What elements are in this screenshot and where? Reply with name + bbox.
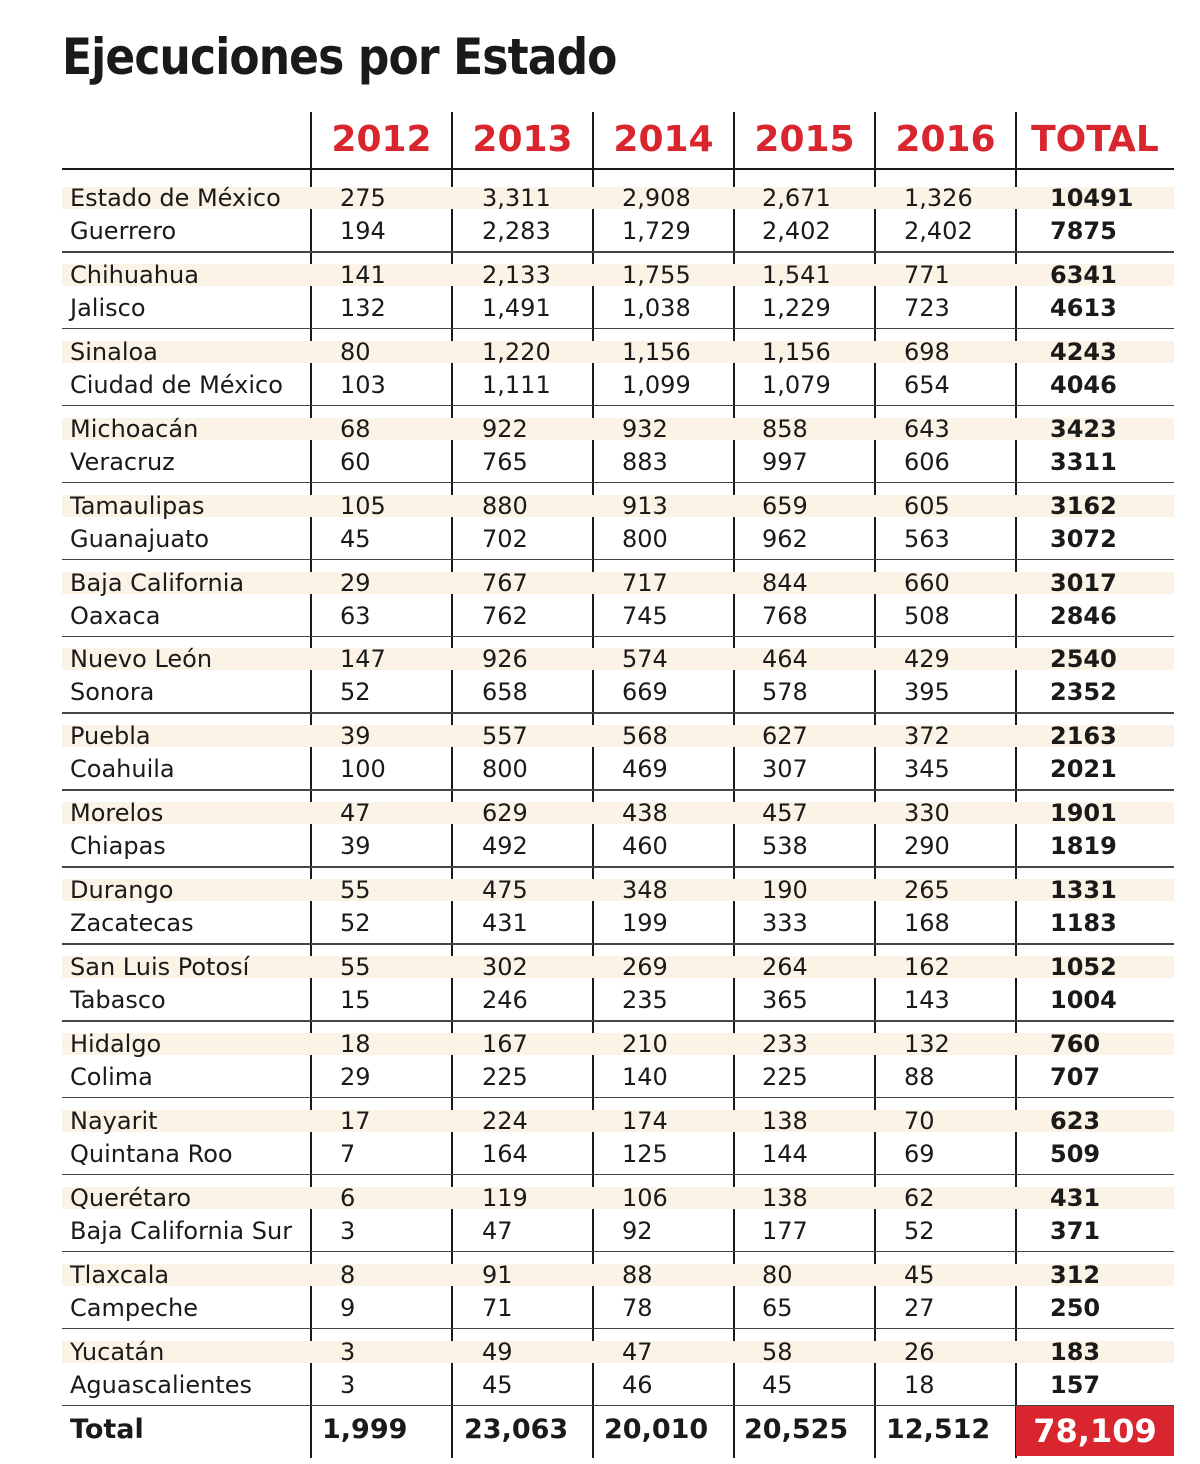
value-cell-2016: 563 [904,524,950,553]
value-cell-2014: 2,908 [622,184,691,212]
value-cell-2013: 702 [482,524,528,553]
value-cell-2016: 18 [904,1370,935,1399]
state-name: Durango [70,876,174,905]
table-row [62,984,1174,1017]
state-name: Baja California Sur [70,1216,293,1245]
value-cell-2016: 69 [904,1139,935,1168]
value-cell-2013: 767 [482,568,528,597]
state-name: Jalisco [70,293,146,322]
value-cell-2012: 141 [340,260,386,289]
value-cell-2013: 71 [482,1293,513,1322]
value-cell-2012: 3 [340,1337,356,1366]
total-value-2014: 20,010 [604,1414,709,1445]
value-cell-2015: 45 [762,1370,793,1399]
value-cell-2016: 26 [904,1337,935,1366]
value-cell-2012: 132 [340,293,386,322]
value-cell-2016: 2,402 [904,217,973,245]
value-cell-2016: 606 [904,447,950,476]
value-cell-2012: 105 [340,491,386,520]
table-row [62,797,1174,830]
table-row [62,523,1174,556]
group-rule [62,866,1174,868]
group-rule [62,636,1174,638]
value-cell-2013: 2,283 [482,217,551,245]
value-cell-2013: 1,491 [482,293,551,322]
value-cell-2014: 717 [622,568,668,597]
value-cell-2013: 1,111 [482,370,551,399]
value-cell-2013: 557 [482,722,528,751]
state-name: Tlaxcala [70,1260,170,1289]
row-total: 431 [1050,1183,1101,1212]
value-cell-2014: 913 [622,491,668,520]
value-cell-2014: 269 [622,953,668,981]
group-rule [62,251,1174,253]
row-total: 760 [1050,1029,1101,1058]
table-row [62,951,1174,984]
row-total: 1004 [1050,986,1117,1014]
table-row [62,182,1174,215]
table-row [62,753,1174,786]
value-cell-2015: 1,541 [762,260,831,289]
value-cell-2015: 2,671 [762,184,831,212]
table-row [62,1138,1174,1171]
row-total: 1819 [1050,832,1117,861]
state-name: Ciudad de México [70,370,283,399]
value-cell-2015: 58 [762,1337,793,1366]
value-cell-2016: 1,326 [904,184,973,212]
value-cell-2016: 290 [904,832,950,861]
value-cell-2012: 80 [340,337,371,366]
value-cell-2012: 29 [340,568,371,597]
row-total: 3017 [1050,568,1117,597]
value-cell-2013: 45 [482,1370,513,1399]
value-cell-2014: 78 [622,1293,653,1322]
value-cell-2014: 1,729 [622,217,691,245]
table-row [62,446,1174,479]
row-total: 3311 [1050,447,1117,476]
value-cell-2013: 3,311 [482,184,551,212]
column-header-2012: 2012 [331,119,432,160]
value-cell-2016: 395 [904,678,950,707]
value-cell-2015: 962 [762,524,808,553]
state-name: Zacatecas [70,909,194,938]
state-name: Yucatán [70,1337,165,1366]
row-total: 10491 [1050,184,1134,212]
value-cell-2016: 45 [904,1260,935,1289]
table-row [62,1259,1174,1292]
value-cell-2014: 745 [622,601,668,630]
value-cell-2016: 660 [904,568,950,597]
table-row [62,874,1174,907]
value-cell-2014: 460 [622,832,668,861]
state-name: Tabasco [70,986,166,1014]
state-name: Guanajuato [70,524,210,553]
value-cell-2015: 844 [762,568,808,597]
group-rule [62,712,1174,714]
row-total: 3162 [1050,491,1117,520]
total-value-2015: 20,525 [744,1414,849,1445]
value-cell-2013: 629 [482,799,528,828]
table-row [62,830,1174,863]
value-cell-2015: 307 [762,755,808,784]
value-cell-2015: 233 [762,1029,808,1058]
value-cell-2013: 246 [482,986,528,1014]
value-cell-2015: 144 [762,1139,808,1168]
total-value-2016: 12,512 [886,1414,991,1445]
row-total: 1901 [1050,799,1117,828]
value-cell-2012: 55 [340,876,371,905]
row-total: 2163 [1050,722,1117,751]
value-cell-2012: 9 [340,1293,356,1322]
value-cell-2013: 164 [482,1139,528,1168]
value-cell-2015: 627 [762,722,808,751]
value-cell-2014: 1,038 [622,293,691,322]
value-cell-2014: 174 [622,1106,668,1135]
row-total: 623 [1050,1106,1101,1135]
value-cell-2015: 264 [762,953,808,981]
table-row [62,1182,1174,1215]
value-cell-2015: 177 [762,1216,808,1245]
value-cell-2012: 52 [340,909,371,938]
table-row [62,643,1174,676]
row-total: 3072 [1050,524,1117,553]
value-cell-2012: 17 [340,1106,371,1135]
value-cell-2013: 224 [482,1106,528,1135]
value-cell-2016: 52 [904,1216,935,1245]
table-row [62,567,1174,600]
row-total: 1331 [1050,876,1117,905]
group-rule [62,559,1174,561]
value-cell-2013: 119 [482,1183,528,1212]
row-total: 1052 [1050,953,1117,981]
value-cell-2016: 345 [904,755,950,784]
table-row [62,1105,1174,1138]
value-cell-2014: 235 [622,986,668,1014]
value-cell-2015: 1,156 [762,337,831,366]
state-name: Sinaloa [70,337,158,366]
value-cell-2016: 62 [904,1183,935,1212]
table-row [62,413,1174,446]
value-cell-2012: 68 [340,414,371,443]
state-name: Estado de México [70,184,281,212]
value-cell-2012: 47 [340,799,371,828]
column-header-total: TOTAL [1031,119,1159,160]
state-name: Morelos [70,799,164,828]
table-row [62,1028,1174,1061]
executions-table [62,112,1174,1458]
state-name: Querétaro [70,1183,192,1212]
value-cell-2014: 574 [622,645,668,674]
table-row [62,1061,1174,1094]
value-cell-2012: 7 [340,1139,356,1168]
value-cell-2016: 27 [904,1293,935,1322]
row-total: 157 [1050,1370,1101,1399]
value-cell-2016: 70 [904,1106,935,1135]
value-cell-2012: 3 [340,1370,356,1399]
value-cell-2016: 168 [904,909,950,938]
table-row [62,1292,1174,1325]
value-cell-2016: 429 [904,645,950,674]
value-cell-2015: 138 [762,1106,808,1135]
value-cell-2016: 132 [904,1029,950,1058]
value-cell-2013: 2,133 [482,260,551,289]
value-cell-2012: 15 [340,986,371,1014]
row-total: 3423 [1050,414,1117,443]
table-row [62,215,1174,248]
value-cell-2013: 47 [482,1216,513,1245]
value-cell-2014: 125 [622,1139,668,1168]
state-name: Nayarit [70,1106,158,1135]
state-name: Tamaulipas [70,491,205,520]
state-name: Hidalgo [70,1029,162,1058]
state-name: Sonora [70,678,155,707]
value-cell-2013: 91 [482,1260,513,1289]
value-cell-2016: 88 [904,1062,935,1091]
row-total: 250 [1050,1293,1101,1322]
value-cell-2012: 147 [340,645,386,674]
value-cell-2016: 265 [904,876,950,905]
value-cell-2014: 92 [622,1216,653,1245]
state-name: Veracruz [70,447,175,476]
value-cell-2013: 431 [482,909,528,938]
value-cell-2014: 568 [622,722,668,751]
value-cell-2016: 372 [904,722,950,751]
table-row [62,1369,1174,1402]
value-cell-2015: 578 [762,678,808,707]
row-total: 4613 [1050,293,1117,322]
group-rule [62,789,1174,791]
row-total: 2352 [1050,678,1117,707]
total-value-2013: 23,063 [464,1414,569,1445]
value-cell-2012: 275 [340,184,386,212]
row-total: 509 [1050,1139,1101,1168]
value-cell-2013: 880 [482,491,528,520]
value-cell-2013: 302 [482,953,528,981]
value-cell-2014: 1,755 [622,260,691,289]
header-rule [62,168,1174,170]
value-cell-2013: 762 [482,601,528,630]
value-cell-2015: 858 [762,414,808,443]
state-name: Coahuila [70,755,175,784]
value-cell-2012: 39 [340,722,371,751]
value-cell-2016: 723 [904,293,950,322]
value-cell-2013: 49 [482,1337,513,1366]
state-name: Quintana Roo [70,1139,233,1168]
total-value-2012: 1,999 [322,1414,408,1445]
value-cell-2014: 669 [622,678,668,707]
value-cell-2012: 55 [340,953,371,981]
row-total: 4243 [1050,337,1117,366]
row-total: 371 [1050,1216,1101,1245]
row-total: 707 [1050,1062,1101,1091]
value-cell-2014: 348 [622,876,668,905]
value-cell-2015: 225 [762,1062,808,1091]
value-cell-2014: 210 [622,1029,668,1058]
value-cell-2016: 143 [904,986,950,1014]
value-cell-2014: 932 [622,414,668,443]
state-name: Aguascalientes [70,1370,252,1399]
value-cell-2012: 6 [340,1183,356,1212]
state-name: Baja California [70,568,245,597]
value-cell-2013: 1,220 [482,337,551,366]
state-name: Guerrero [70,217,177,245]
value-cell-2015: 190 [762,876,808,905]
row-total: 7875 [1050,217,1117,245]
table-row [62,490,1174,523]
row-total: 2540 [1050,645,1117,674]
value-cell-2016: 643 [904,414,950,443]
value-cell-2016: 330 [904,799,950,828]
value-cell-2014: 1,156 [622,337,691,366]
value-cell-2013: 475 [482,876,528,905]
group-rule [62,482,1174,484]
table-row [62,907,1174,940]
total-label: Total [70,1414,144,1445]
value-cell-2012: 194 [340,217,386,245]
state-name: Puebla [70,722,151,751]
value-cell-2013: 922 [482,414,528,443]
value-cell-2012: 45 [340,524,371,553]
value-cell-2014: 1,099 [622,370,691,399]
value-cell-2014: 438 [622,799,668,828]
value-cell-2014: 199 [622,909,668,938]
value-cell-2015: 65 [762,1293,793,1322]
table-row [62,336,1174,369]
value-cell-2015: 464 [762,645,808,674]
table-row [62,259,1174,292]
value-cell-2012: 3 [340,1216,356,1245]
state-name: Chihuahua [70,260,199,289]
table-row [62,676,1174,709]
group-rule [62,1097,1174,1099]
value-cell-2014: 47 [622,1337,653,1366]
group-rule [62,1251,1174,1253]
value-cell-2016: 605 [904,491,950,520]
value-cell-2015: 80 [762,1260,793,1289]
value-cell-2016: 654 [904,370,950,399]
state-name: Michoacán [70,414,199,443]
value-cell-2014: 106 [622,1183,668,1212]
row-total: 2021 [1050,755,1117,784]
value-cell-2015: 138 [762,1183,808,1212]
value-cell-2012: 52 [340,678,371,707]
row-total: 312 [1050,1260,1101,1289]
value-cell-2014: 46 [622,1370,653,1399]
value-cell-2015: 333 [762,909,808,938]
value-cell-2015: 1,079 [762,370,831,399]
value-cell-2015: 659 [762,491,808,520]
value-cell-2012: 39 [340,832,371,861]
value-cell-2013: 800 [482,755,528,784]
value-cell-2012: 100 [340,755,386,784]
value-cell-2015: 538 [762,832,808,861]
table-row [62,369,1174,402]
value-cell-2014: 883 [622,447,668,476]
value-cell-2016: 508 [904,601,950,630]
table-row [62,292,1174,325]
state-name: Nuevo León [70,645,213,674]
value-cell-2013: 492 [482,832,528,861]
value-cell-2015: 2,402 [762,217,831,245]
value-cell-2013: 225 [482,1062,528,1091]
total-row [62,1408,1174,1452]
value-cell-2015: 365 [762,986,808,1014]
value-cell-2015: 457 [762,799,808,828]
value-cell-2014: 800 [622,524,668,553]
value-cell-2012: 103 [340,370,386,399]
value-cell-2013: 765 [482,447,528,476]
table-row [62,1336,1174,1369]
value-cell-2013: 926 [482,645,528,674]
row-total: 1183 [1050,909,1117,938]
table-row [62,1215,1174,1248]
grand-total-badge: 78,109 [1016,1406,1174,1456]
value-cell-2015: 997 [762,447,808,476]
state-name: San Luis Potosí [70,953,250,981]
state-name: Oaxaca [70,601,161,630]
column-header-2015: 2015 [754,119,855,160]
value-cell-2015: 1,229 [762,293,831,322]
state-name: Chiapas [70,832,166,861]
page-title: Ejecuciones por Estado [62,28,617,86]
value-cell-2016: 162 [904,953,950,981]
group-rule [62,405,1174,407]
value-cell-2012: 63 [340,601,371,630]
group-rule [62,1174,1174,1176]
group-rule [62,1020,1174,1022]
column-header-2016: 2016 [895,119,996,160]
row-total: 2846 [1050,601,1117,630]
value-cell-2016: 698 [904,337,950,366]
group-rule [62,943,1174,945]
value-cell-2013: 658 [482,678,528,707]
column-header-2013: 2013 [472,119,573,160]
state-name: Campeche [70,1293,199,1322]
value-cell-2016: 771 [904,260,950,289]
value-cell-2012: 60 [340,447,371,476]
state-name: Colima [70,1062,153,1091]
group-rule [62,328,1174,330]
value-cell-2013: 167 [482,1029,528,1058]
group-rule [62,1328,1174,1330]
column-header-2014: 2014 [613,119,714,160]
value-cell-2014: 140 [622,1062,668,1091]
value-cell-2012: 8 [340,1260,356,1289]
table-row [62,720,1174,753]
value-cell-2015: 768 [762,601,808,630]
value-cell-2014: 469 [622,755,668,784]
row-total: 6341 [1050,260,1117,289]
row-total: 4046 [1050,370,1117,399]
value-cell-2014: 88 [622,1260,653,1289]
value-cell-2012: 29 [340,1062,371,1091]
table-row [62,600,1174,633]
group-rule [62,1405,1174,1407]
value-cell-2012: 18 [340,1029,371,1058]
row-total: 183 [1050,1337,1101,1366]
